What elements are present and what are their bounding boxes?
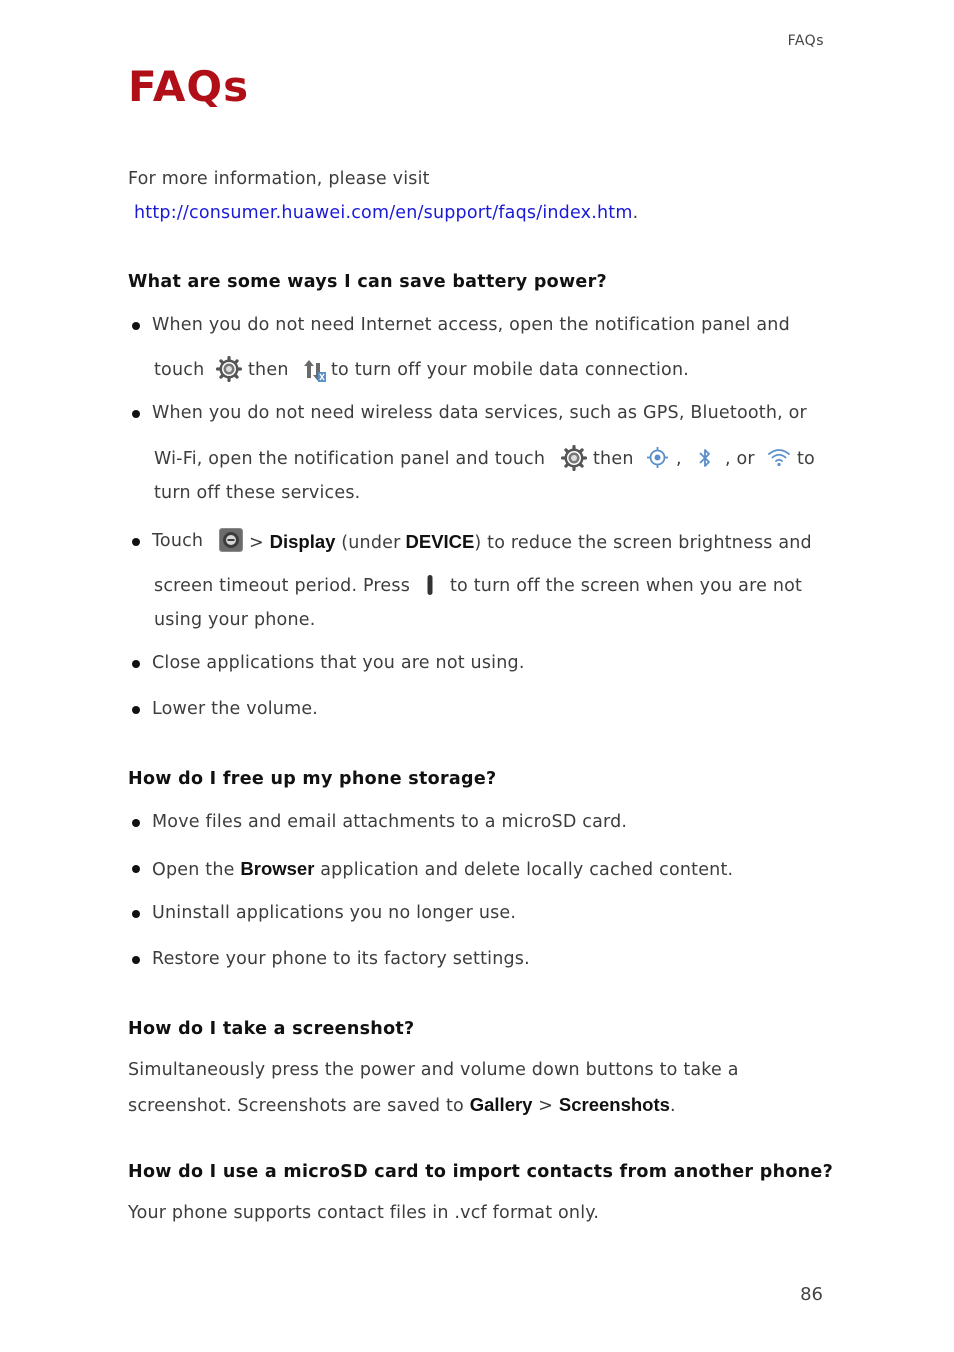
screenshot-line1: Simultaneously press the power and volume down buttons to take a: [128, 1060, 739, 1080]
bullet: [132, 660, 140, 668]
mobile-data-icon: [303, 359, 328, 384]
browser-label: Browser: [240, 858, 315, 879]
page-title: FAQs: [128, 62, 250, 111]
battery-b3-touch: Touch: [152, 531, 204, 551]
b3-rest: ) to reduce the screen brightness and: [474, 533, 812, 553]
battery-b1-line1: When you do not need Internet access, open the notification panel and: [152, 315, 790, 335]
bullet: [132, 865, 140, 873]
storage-b2: [152, 858, 733, 880]
bullet: [132, 322, 140, 330]
screenshot-heading: How do I take a screenshot?: [128, 1019, 415, 1039]
bullet: [132, 706, 140, 714]
battery-b3-line1-rest: [249, 531, 812, 553]
bullet: [132, 819, 140, 827]
bullet: [132, 538, 140, 546]
gps-icon: [646, 446, 669, 469]
battery-b1-then: then: [248, 360, 289, 380]
storage-b3: Uninstall applications you no longer use.: [152, 903, 517, 923]
storage-b1: Move files and email attachments to a microSD card.: [152, 812, 628, 832]
wifi-icon: [767, 447, 791, 467]
bluetooth-icon: [697, 446, 713, 470]
screenshot-line2: [128, 1094, 676, 1116]
link-suffix: .: [632, 203, 639, 223]
settings-app-icon: [218, 527, 244, 553]
gt-sign: >: [538, 1096, 554, 1116]
screenshots-label: Screenshots: [558, 1094, 670, 1115]
battery-b4: Close applications that you are not using.: [152, 653, 525, 673]
storage-heading: How do I free up my phone storage?: [128, 769, 497, 789]
device-label: DEVICE: [405, 531, 475, 552]
bullet: [132, 956, 140, 964]
battery-b2-line1: When you do not need wireless data services, such as GPS, Bluetooth, or: [152, 403, 807, 423]
settings-gear-icon: [561, 445, 587, 471]
intro-text: For more information, please visit: [128, 169, 430, 189]
battery-b1-end: to turn off your mobile data connection.: [331, 360, 690, 380]
battery-b3-line2a: screen timeout period. Press: [154, 576, 411, 596]
battery-b2-comma: ,: [676, 449, 682, 469]
page-number: 86: [800, 1284, 823, 1305]
battery-b3-line2b: to turn off the screen when you are not: [450, 576, 803, 596]
power-button-icon: [425, 573, 435, 597]
bullet: [132, 910, 140, 918]
gallery-label: Gallery: [469, 1094, 533, 1115]
line-end: .: [669, 1096, 676, 1116]
screenshot-line2-pre: screenshot. Screenshots are saved to: [128, 1096, 464, 1116]
battery-b5: Lower the volume.: [152, 699, 319, 719]
intro-link-line: [134, 203, 638, 223]
display-label: Display: [269, 531, 336, 552]
under-label: (under: [341, 533, 401, 553]
microsd-heading: How do I use a microSD card to import contacts from another phone?: [128, 1162, 834, 1182]
header-section-label: FAQs: [787, 33, 824, 49]
faq-link[interactable]: http://consumer.huawei.com/en/support/faqs/index.htm: [134, 203, 633, 223]
storage-b4: Restore your phone to its factory settings.: [152, 949, 530, 969]
storage-b2-pre: Open the: [152, 860, 235, 880]
battery-b2-or: , or: [725, 449, 755, 469]
battery-b2-to: to: [797, 449, 815, 469]
battery-b2-line2: Wi-Fi, open the notification panel and touch: [154, 449, 546, 469]
battery-b2-line3: turn off these services.: [154, 483, 361, 503]
battery-heading: What are some ways I can save battery power?: [128, 272, 607, 292]
battery-b1-touch: touch: [154, 360, 205, 380]
battery-b3-line3: using your phone.: [154, 610, 316, 630]
storage-b2-post: application and delete locally cached content.: [320, 860, 734, 880]
microsd-text: Your phone supports contact files in .vcf format only.: [128, 1203, 600, 1223]
battery-b2-then: then: [593, 449, 634, 469]
settings-gear-icon: [216, 356, 242, 382]
gt-sign: >: [249, 533, 264, 553]
bullet: [132, 410, 140, 418]
